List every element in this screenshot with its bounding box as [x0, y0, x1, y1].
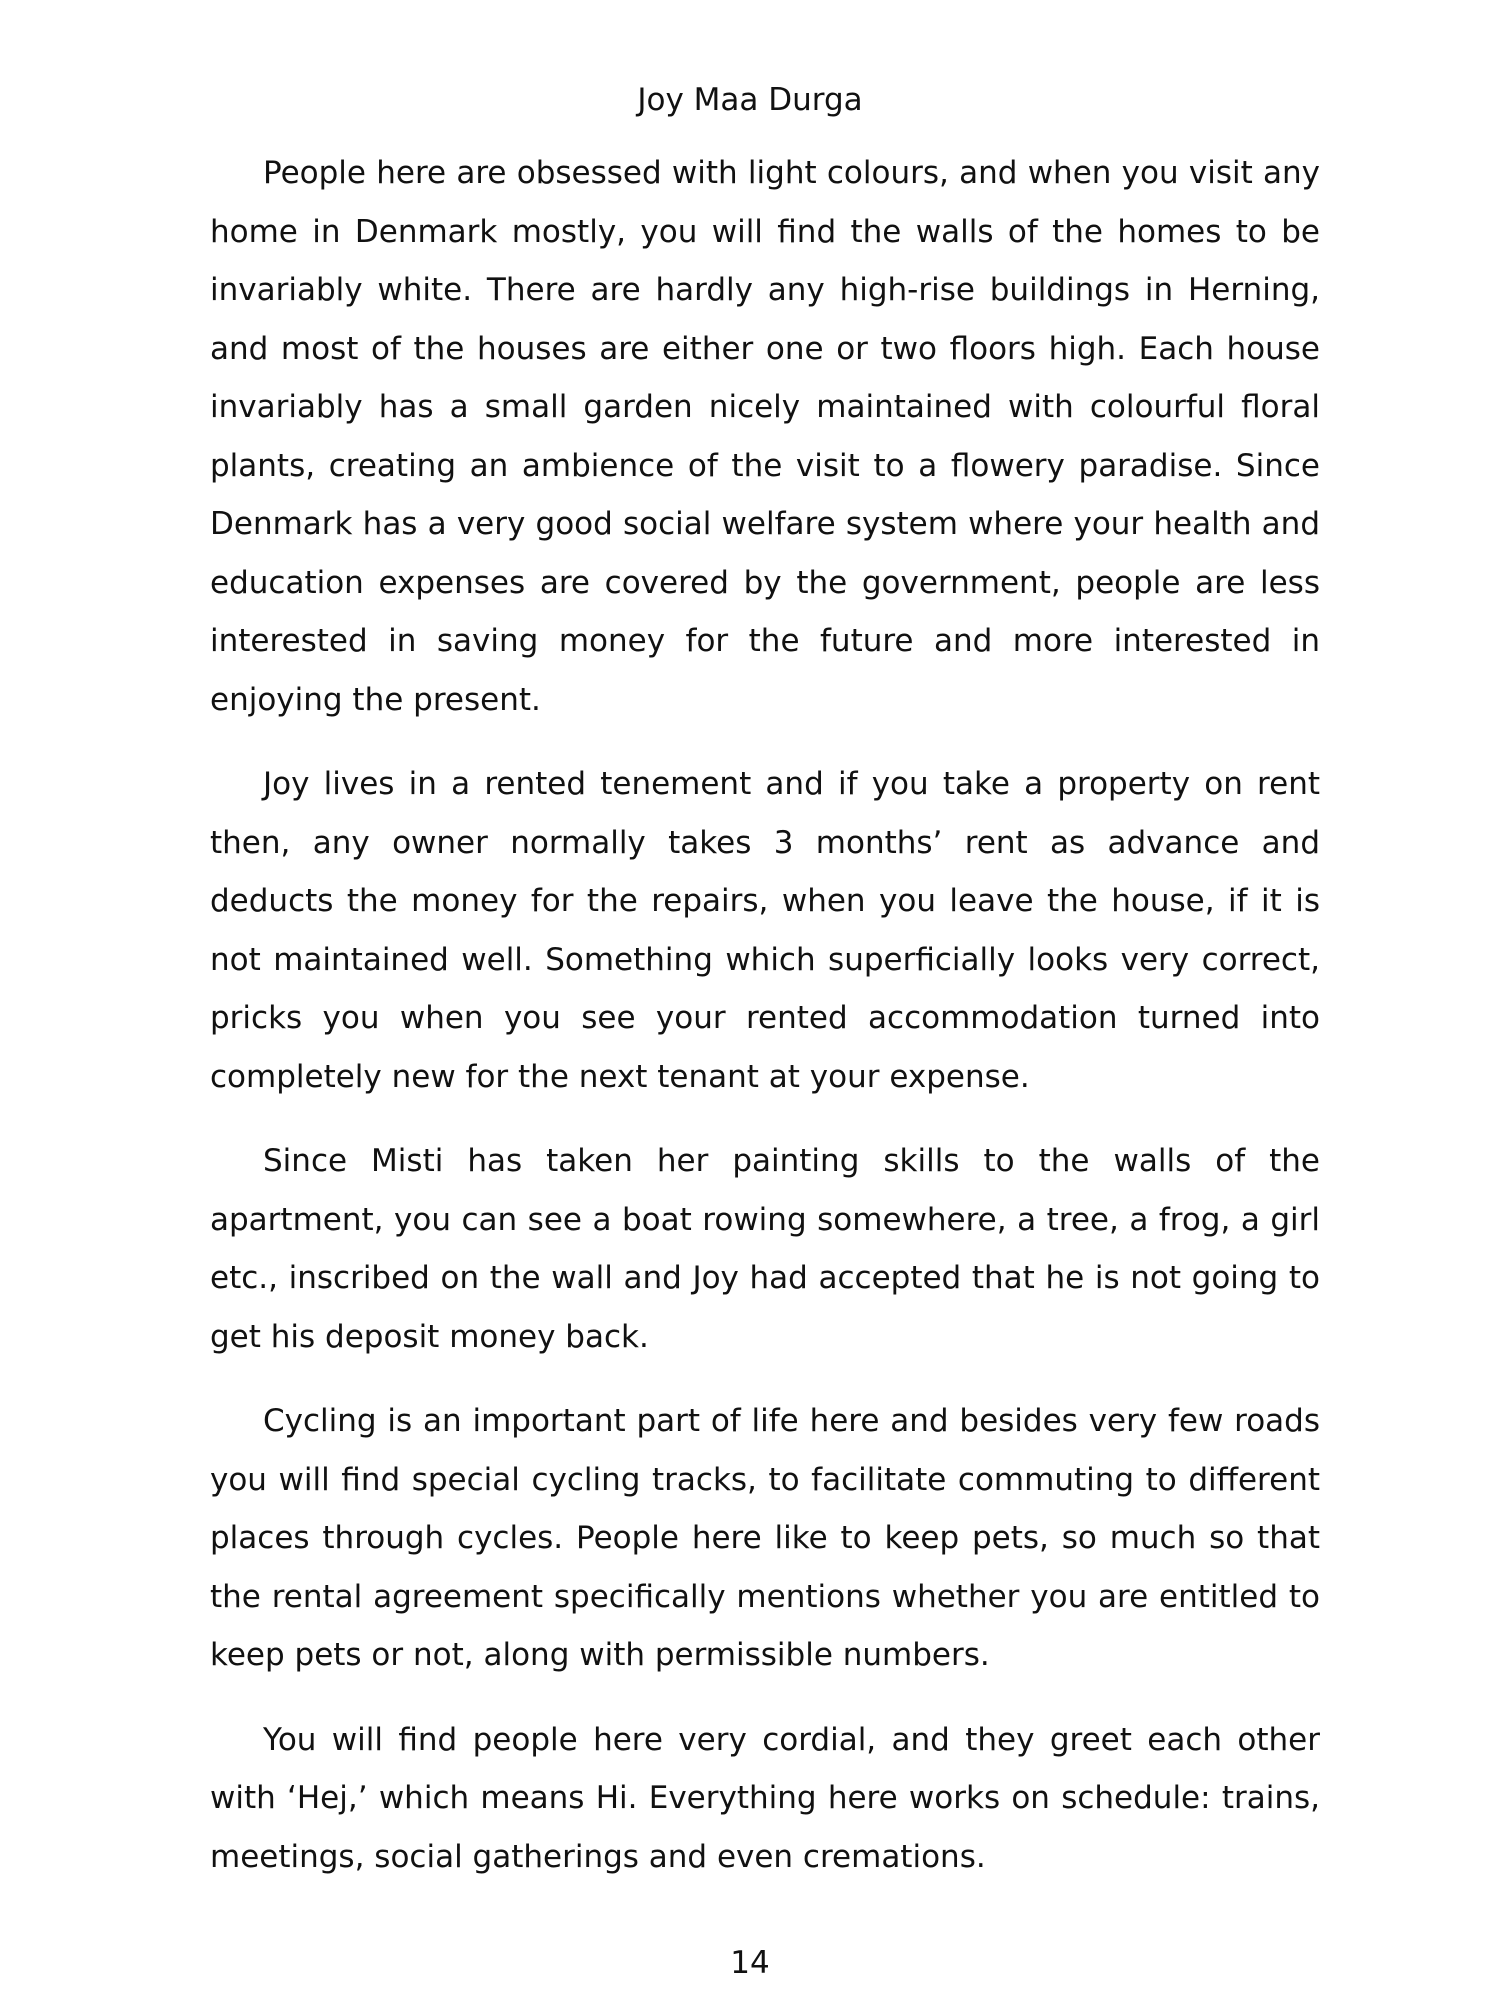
- running-header: Joy Maa Durga: [637, 82, 863, 118]
- paragraph-2: Joy lives in a rented tenement and if you take a property on rent then, any owner normally takes 3 months’ rent as advance and deducts the money for the repairs, when you leave the house, if it is not maintained well. Something which superficially looks very correct, pricks you when you see your rented accommodation turned into completely new for the next tenant at your expense.: [210, 766, 1320, 1095]
- page-number: 14: [730, 1945, 770, 1981]
- paragraph-3: Since Misti has taken her painting skills to the walls of the apartment, you can see a boat rowing somewhere, a tree, a frog, a girl etc., inscribed on the wall and Joy had accepted that he is not going to get his deposit money back.: [210, 1143, 1320, 1355]
- body-text: [210, 144, 1320, 1912]
- paragraph-5: You will find people here very cordial, and they greet each other with ‘Hej,’ which means Hi. Everything here works on schedule: trains, meetings, social gatherings and even cremations.: [210, 1721, 1320, 1875]
- paragraph-4: Cycling is an important part of life here and besides very few roads you will find special cycling tracks, to facilitate commuting to different places through cycles. People here like to keep pets, so much so that the rental agreement specifically mentions whether you are entitled to keep pets or not, along with permissible numbers.: [210, 1403, 1320, 1673]
- paragraph-1: People here are obsessed with light colours, and when you visit any home in Denmark mostly, you will find the walls of the homes to be invariably white. There are hardly any high-rise buildings in Herning, and most of the houses are either one or two floors high. Each house invariably has a small garden nicely maintained with colourful floral plants, creating an ambience of the visit to a flowery paradise. Since Denmark has a very good social welfare system where your health and education expenses are covered by the government, people are less interested in saving money for the future and more interested in enjoying the present.: [210, 155, 1320, 718]
